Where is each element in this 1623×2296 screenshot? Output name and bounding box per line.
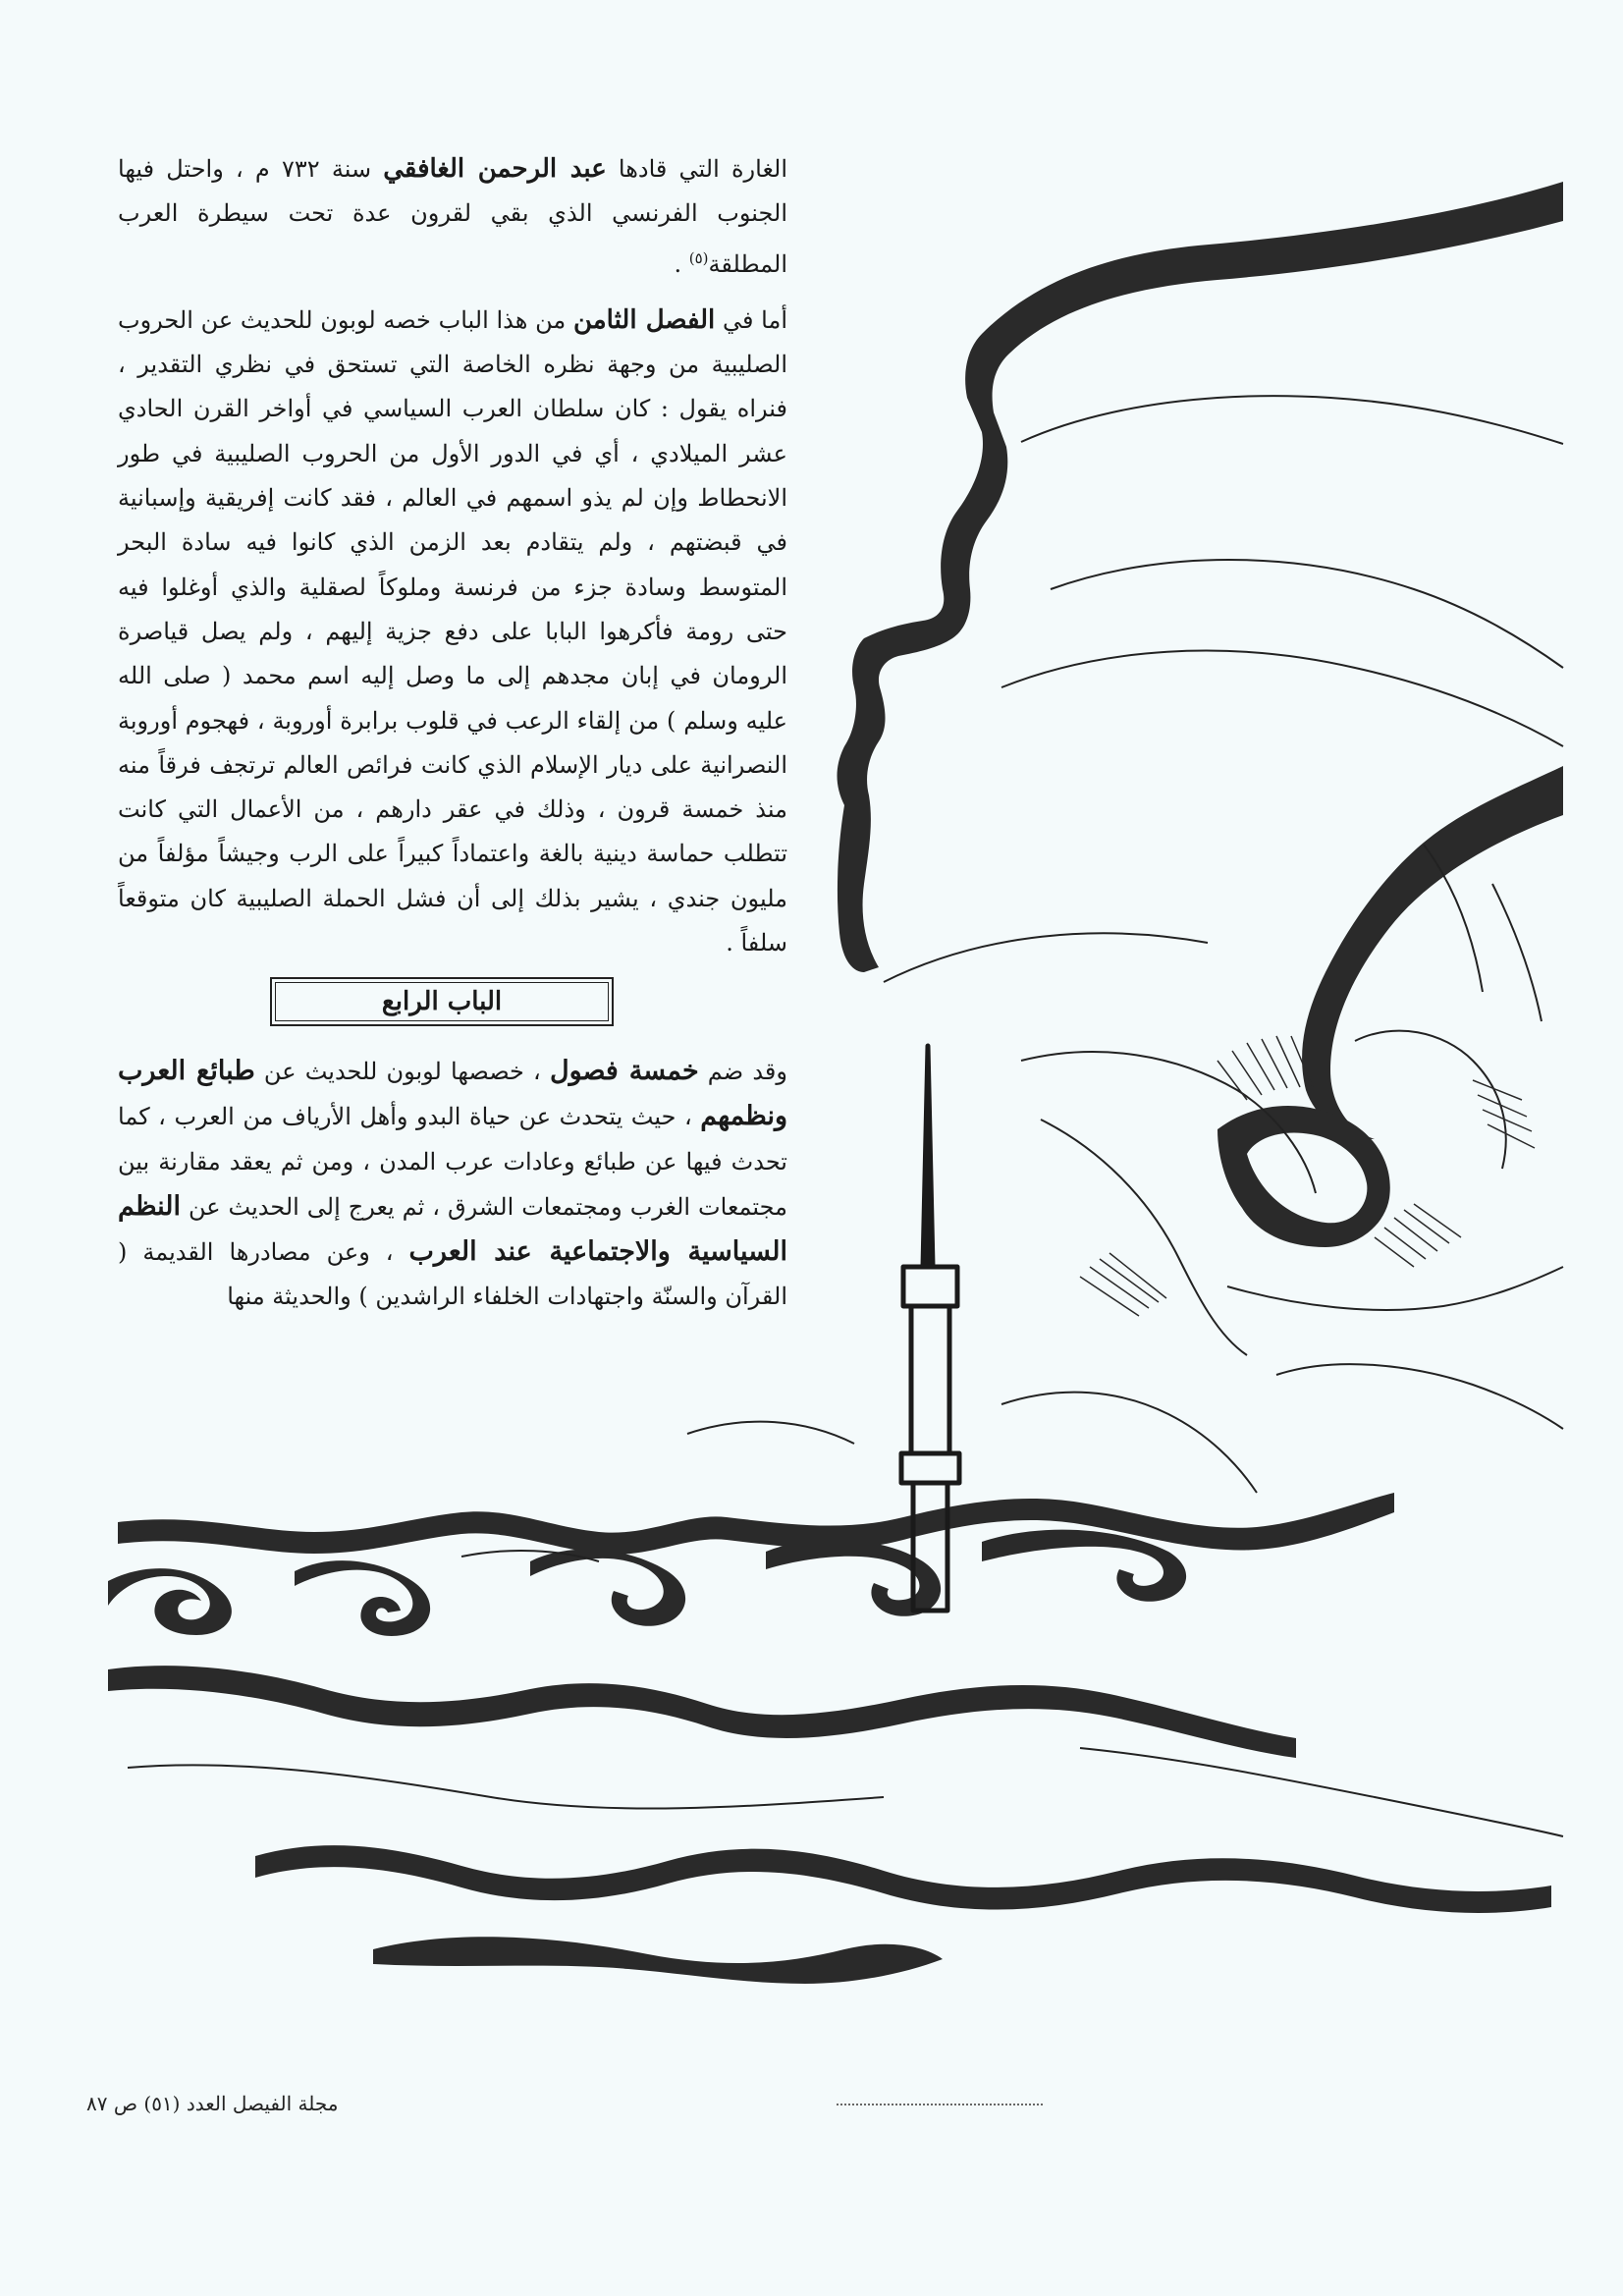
minaret-shaft-upper [911, 1306, 949, 1453]
pen-line-1 [1021, 396, 1563, 444]
para3-text-e: ، حيث يتحدث عن حياة البدو وأهل الأرياف من العرب ، كما تحدث فيها عن طبائع وعادات عرب المدن ، ومن ثم يعقد مقارنة بين مجتمعات الغرب ومجتمعات الشرق ، ثم يعرج إلى الحديث عن [118, 1103, 787, 1221]
footnote-marker: (٥) [688, 248, 709, 267]
paragraph-2 [118, 299, 787, 965]
article-body-column [118, 147, 787, 965]
para2-text-c: من هذا الباب خصه لوبون للحديث عن الحروب الصليبية من وجهة نظره الخاصة التي تستحق في نظري التقدير ، فنراه يقول : كان سلطان العرب السياسي في أواخر القرن الحادي عشر الميلادي ، أي في الدور الأول من الحروب الصليبية في طور الانحطاط وإن لم يذو اسمهم في العالم ، فقد كانت إفريقية وإسبانية في قبضتهم ، ولم يتقادم بعد الزمن الذي كانوا فيه سادة البحر المتوسط وسادة جزء من فرنسة وملوكاً لصقلية والذي أوغلوا فيه حتى رومة فأكرهوا البابا على دفع جزية إليهم ، ولم يصل قياصرة الرومان في إبان مجدهم إلى ما وصل إليه اسم محمد ( صلى الله عليه وسلم ) من إلقاء الرعب في قلوب برابرة أوروبة ، فهجوم أوروبة النصرانية على ديار الإسلام الذي كانت فرائص العالم ترتجف فرقاً منه منذ خمسة قرون ، وذلك في عقر دارهم ، من الأعمال التي كانت تتطلب حماسة دينية بالغة واعتماداً كبيراً على الرب وجيشاً مؤلفاً من مليون جندي ، يشير بذلك إلى أن فشل الحملة الصليبية كان متوقعاً سلفاً . [118, 305, 788, 957]
brush-stroke-hood [1302, 766, 1563, 1139]
pen-line-9 [1001, 1393, 1257, 1493]
minaret-balcony-top [903, 1267, 957, 1306]
para1-text-c: سنة ٧٣٢ م ، واحتل فيها الجنوب الفرنسي الذي بقي لقرون عدة تحت سيطرة العرب المطلقة [118, 155, 787, 278]
hatch-cluster-2 [1375, 1204, 1461, 1267]
pen-line-6 [1041, 1120, 1247, 1355]
minaret-balcony-mid [901, 1453, 959, 1483]
minaret-spire [923, 1046, 933, 1267]
hatch-cluster-3 [1080, 1253, 1166, 1316]
para2-text-a: أما في [715, 305, 787, 334]
brush-stroke-calligraphy-1 [108, 1568, 232, 1635]
pen-line-3 [1001, 651, 1563, 746]
chapter-heading: الباب الرابع [381, 987, 503, 1016]
pen-line-2 [1051, 560, 1563, 668]
pen-line-7 [1227, 1267, 1563, 1310]
footer-citation: مجلة الفيصل العدد (٥١) ص ٨٧ [86, 2092, 339, 2115]
para1-end: . [674, 249, 689, 278]
brush-stroke-bottom [373, 1937, 943, 1984]
para3-highlight-arab-nature: طبائع العرب ونظمهم [118, 1056, 787, 1132]
brush-stroke-eye [1217, 1106, 1390, 1247]
para1-highlight-ghafiqi: عبد الرحمن الغافقي [383, 154, 607, 184]
para3-text-g: ، وعن مصادرها القديمة ( القرآن والسنّة واجتهادات الخلفاء الراشدين ) والحديثة منها [118, 1238, 787, 1311]
para3-highlight-five-chapters: خمسة فصول [549, 1056, 699, 1086]
brush-stroke-calligraphy-3 [530, 1550, 685, 1626]
brush-stroke-landscape-1 [118, 1493, 1394, 1555]
chapter-heading-box [270, 977, 614, 1026]
pen-line-15 [1080, 1748, 1563, 1836]
para1-text-a: الغارة التي قادها [606, 155, 788, 183]
brush-stroke-landscape-3 [255, 1845, 1551, 1913]
brush-stroke-calligraphy-5 [982, 1530, 1186, 1602]
paragraph-1 [118, 147, 787, 287]
pen-line-4 [884, 933, 1208, 982]
chapter-four-summary [118, 1049, 787, 1320]
paragraph-3 [118, 1049, 787, 1320]
para3-highlight-systems: النظم السياسية والاجتماعية عند العرب [118, 1190, 787, 1268]
para3-text-a: وقد ضم [698, 1058, 787, 1085]
pen-line-14 [128, 1765, 884, 1808]
page-footer [86, 2092, 420, 2115]
pen-line-8 [1276, 1364, 1563, 1429]
pen-line-12 [1492, 884, 1542, 1021]
brush-stroke-landscape-2 [108, 1666, 1296, 1758]
brush-stroke-calligraphy-2 [295, 1560, 430, 1636]
para3-text-c: ، خصصها لوبون للحديث عن [254, 1058, 550, 1085]
para2-highlight-chapter-eight: الفصل الثامن [572, 304, 716, 335]
pen-line-16 [687, 1422, 854, 1444]
hatch-cluster-1 [1217, 1036, 1313, 1100]
footer-dotted-rule [837, 2104, 1043, 2105]
